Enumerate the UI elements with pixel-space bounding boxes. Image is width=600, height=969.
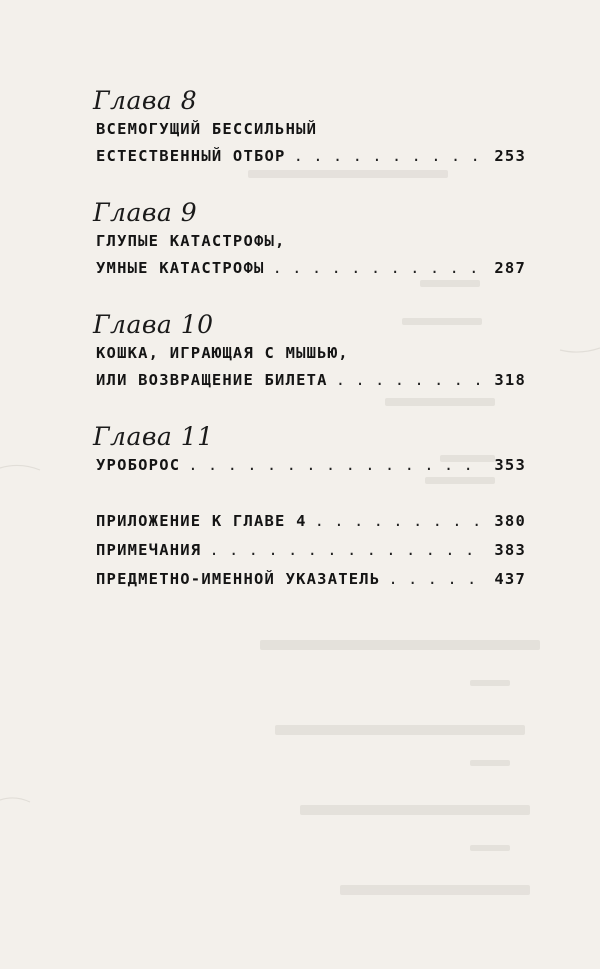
back-matter-entry — [96, 565, 526, 594]
entry-title: ПРЕДМЕТНО-ИМЕННОЙ УКАЗАТЕЛЬ — [96, 570, 381, 588]
entry-title: ПРИЛОЖЕНИЕ К ГЛАВЕ 4 — [96, 512, 307, 530]
chapter-entry — [93, 86, 526, 170]
chapter-label: Глава 11 — [93, 422, 214, 451]
dot-leader — [273, 255, 484, 282]
dot-leader — [336, 367, 484, 394]
page-number: 287 — [494, 259, 526, 277]
page-number: 383 — [494, 541, 526, 559]
page-number: 353 — [494, 456, 526, 474]
chapter-label: Глава 8 — [93, 86, 198, 115]
chapter-title: ИЛИ ВОЗВРАЩЕНИЕ БИЛЕТА — [96, 371, 328, 389]
chapter-title: УМНЫЕ КАТАСТРОФЫ — [96, 259, 265, 277]
chapter-title-line — [96, 143, 526, 170]
chapter-title-line — [96, 116, 526, 143]
back-matter-list — [96, 507, 526, 594]
dot-leader — [209, 536, 484, 565]
chapter-entry — [93, 310, 526, 394]
dot-leader — [188, 452, 484, 479]
chapter-title-line — [96, 340, 526, 367]
back-matter-entry — [96, 536, 526, 565]
page-number: 380 — [494, 512, 526, 530]
chapter-entry — [93, 198, 526, 282]
chapter-label: Глава 9 — [93, 198, 198, 227]
chapter-label: Глава 10 — [93, 310, 214, 339]
chapter-title: УРОБОРОС — [96, 456, 181, 474]
chapter-title: ГЛУПЫЕ КАТАСТРОФЫ, — [96, 232, 286, 250]
page-number: 318 — [494, 371, 526, 389]
chapter-entry — [93, 422, 526, 479]
chapter-title: ЕСТЕСТВЕННЫЙ ОТБОР — [96, 147, 286, 165]
page-number: 437 — [494, 570, 526, 588]
chapter-title-line — [96, 452, 526, 479]
entry-title: ПРИМЕЧАНИЯ — [96, 541, 202, 559]
dot-leader — [294, 143, 484, 170]
chapter-title-line — [96, 367, 526, 394]
page-number: 253 — [494, 147, 526, 165]
chapter-title: ВСЕМОГУЩИЙ БЕССИЛЬНЫЙ — [96, 120, 318, 138]
dot-leader — [388, 565, 484, 594]
table-of-contents — [93, 86, 526, 594]
chapter-title: КОШКА, ИГРАЮЩАЯ С МЫШЬЮ, — [96, 344, 349, 362]
chapter-title-line — [96, 255, 526, 282]
back-matter-entry — [96, 507, 526, 536]
chapter-title-line — [96, 228, 526, 255]
dot-leader — [315, 507, 484, 536]
